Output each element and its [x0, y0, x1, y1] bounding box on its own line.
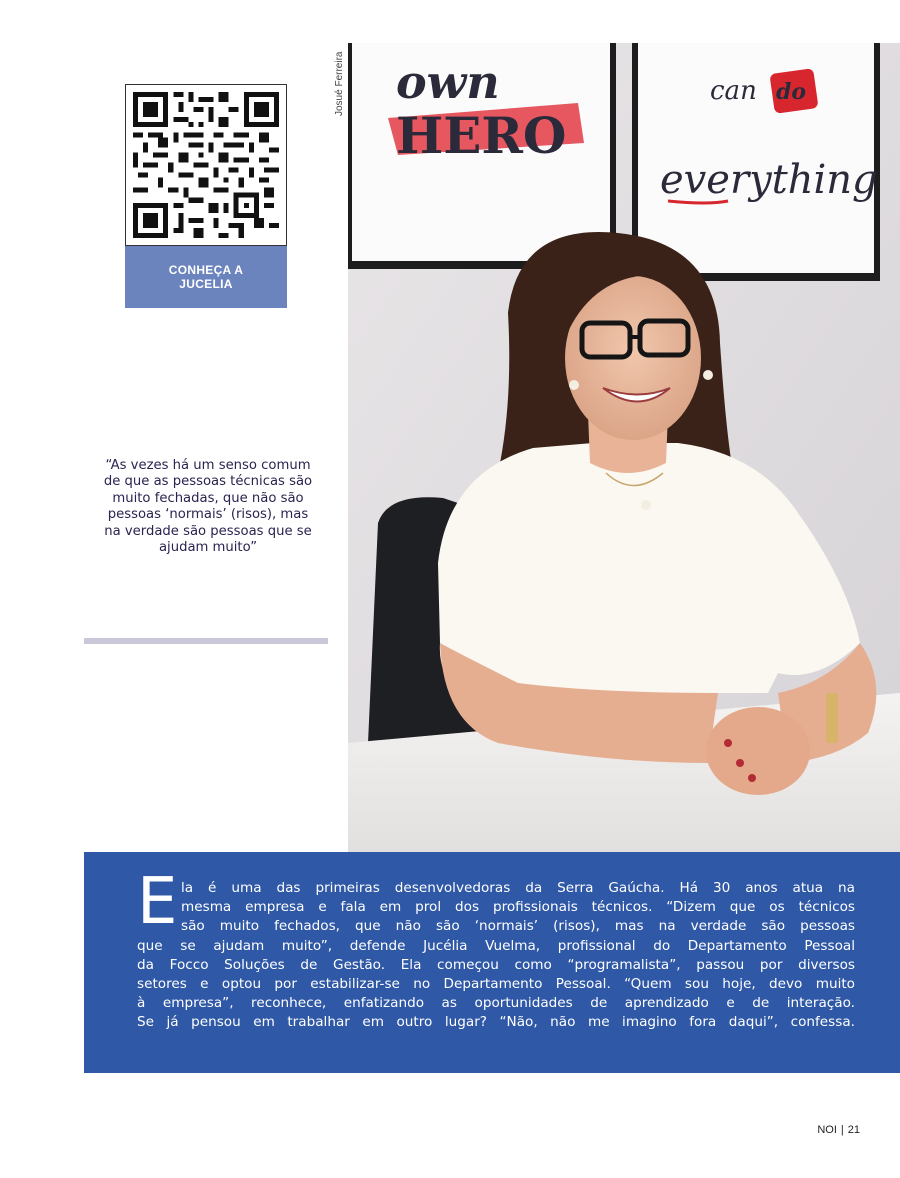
portrait-photo — [348, 43, 900, 852]
qr-code-card[interactable] — [125, 84, 287, 308]
footer-separator: | — [840, 1124, 844, 1136]
qr-code[interactable] — [125, 84, 287, 246]
article-line: à empresa”, reconhece, enfatizando as oportunidades de aprendizado e de interação. — [137, 995, 855, 1012]
photo-credit: Josué Ferreira — [334, 51, 345, 116]
drop-cap: E — [137, 865, 178, 939]
article-line: setores e optou por estabilizar-se no Departamento Pessoal. “Quem sou hoje, devo muito — [137, 976, 855, 993]
pull-quote: “As vezes há um senso comum de que as pessoas técnicas são muito fechadas, que não são pessoas ‘normais’ (risos), mas na verdade são pessoas que se ajudam muito” — [103, 458, 313, 556]
poster-right-everything: everything — [660, 157, 878, 203]
poster-right-can: can — [710, 76, 757, 106]
article-line: da Focco Soluções de Gestão. Ela começou como “programalista”, passou por diversos — [137, 956, 855, 973]
qr-caption — [125, 246, 287, 308]
poster-left-script: own — [396, 55, 500, 109]
magazine-name: NOI — [817, 1124, 837, 1136]
article-line: Se já pensou em trabalhar em outro lugar? “Não, não me imagino fora daqui”, confessa. — [137, 1014, 855, 1031]
qr-caption-line-2: JUCELIA — [179, 277, 233, 291]
article-line: mesma empresa e fala em prol dos profissionais técnicos. “Dizem que os técnicos — [181, 899, 855, 916]
qr-code-icon — [133, 92, 279, 238]
article-line: la é uma das primeiras desenvolvedoras da Serra Gaúcha. Há 30 anos atua na — [181, 880, 855, 896]
page-number: 21 — [847, 1124, 860, 1136]
poster-right — [632, 43, 880, 281]
poster-left-hero: HERO — [396, 106, 567, 165]
poster-right-do: do — [776, 79, 807, 105]
quote-divider — [84, 638, 328, 644]
article-line: são muito fechados, que não são ‘normais’ (risos), mas na verdade são pessoas — [181, 918, 855, 935]
article-body — [137, 879, 855, 1033]
page-footer — [790, 1124, 860, 1136]
qr-caption-line-1: CONHEÇA A — [168, 263, 244, 277]
article-line: que se ajudam muito”, defende Jucélia Vuelma, profissional do Departamento Pessoal — [137, 937, 855, 954]
